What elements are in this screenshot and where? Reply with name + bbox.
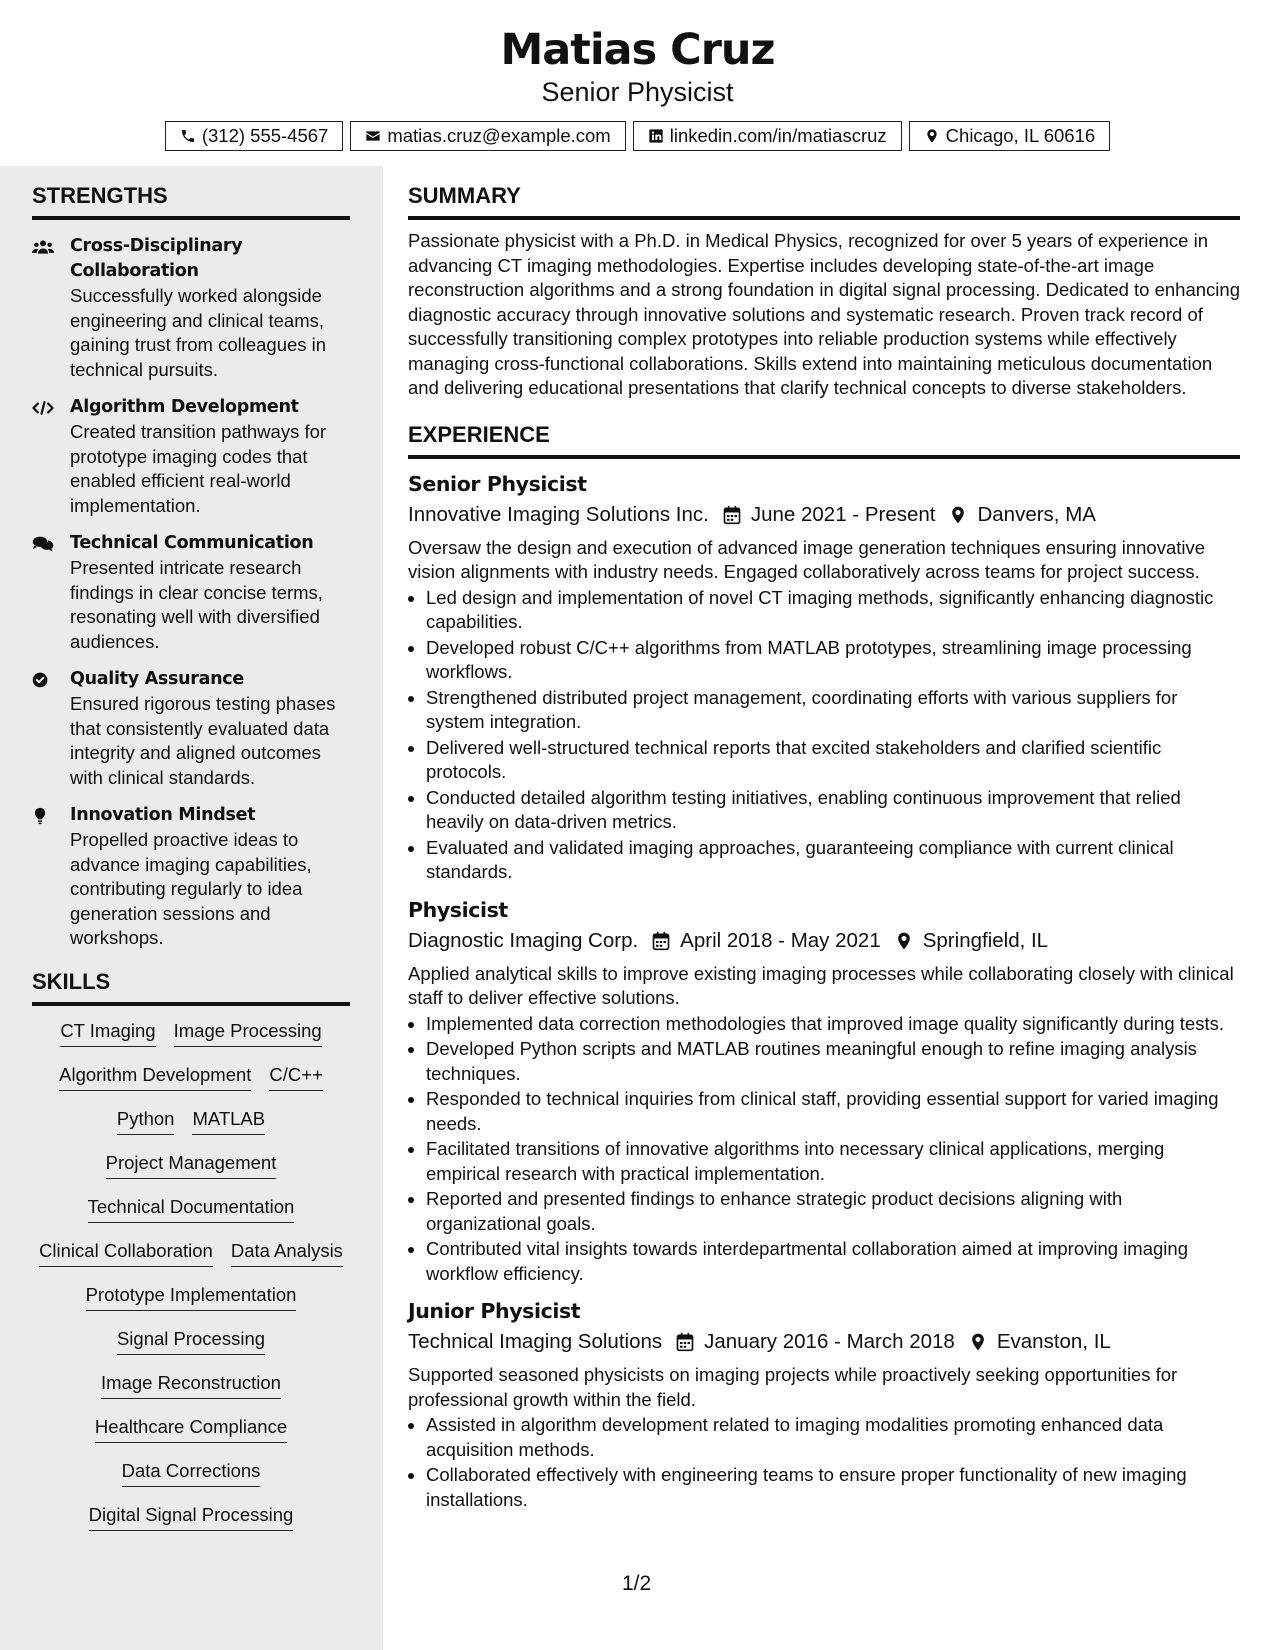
job-entry (408, 895, 1240, 1287)
strength-title: Technical Communication (70, 533, 314, 553)
job-meta (408, 1327, 1240, 1357)
job-bullet: • Evaluated and validated imaging approaches, guaranteeing compliance with current clinical standards. (426, 836, 1240, 885)
job-company: Diagnostic Imaging Corp. (408, 928, 639, 952)
job-bullet: • Facilitated transitions of innovative algorithms into necessary clinical applications, merging empirical research with practical implementation. (426, 1137, 1240, 1186)
strength-desc: Created transition pathways for prototype imaging codes that enabled efficient real-world implementation. (70, 421, 327, 516)
strength-item (32, 803, 352, 951)
job-company: Technical Imaging Solutions (408, 1330, 663, 1353)
skill-tag: Signal Processing (117, 1326, 265, 1355)
skill-tag: Project Management (106, 1150, 277, 1179)
job-bullet: • Conducted detailed algorithm testing initiatives, enabling continuous improvement that relied heavily on data-driven metrics. (426, 786, 1240, 835)
calendar-icon (722, 505, 742, 525)
strength-desc: Successfully worked alongside engineering and clinical teams, gaining trust from colleagues in technical pursuits. (70, 285, 327, 380)
summary-text: Passionate physicist with a Ph.D. in Medical Physics, recognized for over 5 years of experience in advancing CT imaging methodologies. Expertise includes developing state-of-the-art image reconstruction algorithms and a strong foundation in digital signal processing. Dedicated to enhancing diagnostic accuracy through innovative solutions and systematic research. Proven track record of successfully transitioning complex prototypes into reliable production systems while effectively managing cross-functional collaborations. Skills extend into maintaining meticulous documentation and delivering educational presentations that clarify technical concepts to diverse stakeholders. (408, 230, 1240, 398)
contact-linkedin-text: linkedin.com/in/matiascruz (669, 125, 887, 146)
contact-location[interactable] (909, 121, 1110, 151)
job-bullet: • Delivered well-structured technical reports that excited stakeholders and clarified scientific protocols. (426, 736, 1240, 785)
job-entry (408, 469, 1240, 885)
strength-item (32, 531, 352, 654)
skill-tag: Image Reconstruction (101, 1370, 281, 1399)
skill-tag: Digital Signal Processing (89, 1502, 294, 1531)
job-bullet: • Developed Python scripts and MATLAB routines meaningful enough to refine imaging analysis techniques. (426, 1037, 1240, 1086)
envelope-icon (365, 128, 381, 144)
job-meta (408, 926, 1240, 956)
job-meta (408, 500, 1240, 530)
experience-heading: EXPERIENCE (408, 421, 1240, 459)
skill-tag: Data Analysis (231, 1238, 343, 1267)
job-bullet: • Developed robust C/C++ algorithms from MATLAB prototypes, streamlining image processing workflows. (426, 636, 1240, 685)
skill-tag: Healthcare Compliance (95, 1414, 287, 1443)
contact-phone-text: (312) 555-4567 (201, 125, 329, 146)
strengths-heading: STRENGTHS (32, 182, 350, 220)
strength-title: Algorithm Development (70, 397, 299, 417)
page-number: 1/2 (622, 1572, 652, 1595)
calendar-icon (651, 931, 671, 951)
strength-item (32, 667, 352, 790)
job-bullet: • Led design and implementation of novel CT imaging methods, significantly enhancing diagnostic capabilities. (426, 586, 1240, 635)
strength-item (32, 234, 352, 382)
skill-tag: Python (117, 1106, 175, 1135)
job-bullets (408, 1012, 1240, 1287)
linkedin-icon (648, 128, 664, 144)
job-location: Evanston, IL (996, 1330, 1111, 1353)
job-entry (408, 1296, 1240, 1512)
skill-tag: Clinical Collaboration (39, 1238, 213, 1267)
job-bullet: • Strengthened distributed project management, coordinating efforts with various suppliers for system integration. (426, 686, 1240, 735)
contact-email[interactable] (350, 121, 625, 151)
skill-tag: Algorithm Development (59, 1062, 251, 1091)
job-bullets (408, 1413, 1240, 1512)
location-pin-icon (894, 931, 914, 951)
job-bullet: • Reported and presented findings to enhance strategic product decisions aligning with organizational goals. (426, 1187, 1240, 1236)
location-pin-icon (968, 1332, 988, 1352)
skill-tag: Data Corrections (122, 1458, 261, 1487)
candidate-role: Senior Physicist (541, 77, 734, 107)
strength-title: Cross-Disciplinary Collaboration (70, 236, 243, 281)
strength-desc: Propelled proactive ideas to advance imaging capabilities, contributing regularly to idea generation sessions and workshops. (70, 829, 312, 948)
strength-title: Quality Assurance (70, 669, 244, 689)
job-title: Senior Physicist (408, 471, 587, 496)
strength-item (32, 395, 352, 518)
strengths-list (32, 234, 352, 951)
job-location: Danvers, MA (977, 502, 1096, 526)
job-bullet: • Collaborated effectively with engineering teams to ensure proper functionality of new imaging installations. (426, 1463, 1240, 1512)
job-bullet: • Contributed vital insights towards interdepartmental collaboration aimed at improving imaging workflow efficiency. (426, 1237, 1240, 1286)
contact-phone[interactable] (165, 121, 344, 151)
job-title: Physicist (408, 897, 508, 922)
job-bullets (408, 586, 1240, 885)
skills-list (32, 1006, 350, 1546)
resume-header (0, 0, 1275, 166)
job-description: Oversaw the design and execution of advanced image generation techniques ensuring innovative vision alignments with industry needs. Engaged collaboratively across teams for project success. (408, 536, 1206, 582)
strength-title: Innovation Mindset (70, 805, 256, 825)
skill-tag: Image Processing (174, 1018, 322, 1047)
calendar-icon (675, 1332, 695, 1352)
skill-tag: Technical Documentation (88, 1194, 295, 1223)
people-group-icon (32, 238, 54, 256)
location-pin-icon (948, 505, 968, 525)
sidebar (0, 166, 383, 1650)
job-description: Supported seasoned physicists on imaging projects while proactively seeking opportunities for professional growth within the field. (408, 1364, 1178, 1410)
chat-bubbles-icon (32, 535, 54, 553)
candidate-name: Matias Cruz (500, 25, 775, 75)
location-pin-icon (924, 128, 940, 144)
contact-linkedin[interactable] (633, 121, 902, 151)
check-circle-icon (32, 671, 54, 689)
job-dates: April 2018 - May 2021 (680, 928, 881, 952)
job-bullet: • Responded to technical inquiries from clinical staff, providing essential support for varied imaging needs. (426, 1087, 1240, 1136)
skills-heading: SKILLS (32, 968, 350, 1006)
code-icon (32, 399, 54, 417)
contact-bar (0, 121, 1275, 151)
strength-desc: Ensured rigorous testing phases that consistently evaluated data integrity and aligned outcomes with clinical standards. (70, 693, 336, 788)
job-location: Springfield, IL (922, 928, 1049, 952)
lightbulb-icon (32, 807, 54, 825)
job-bullet: • Assisted in algorithm development related to imaging modalities promoting enhanced data acquisition methods. (426, 1413, 1240, 1462)
job-title: Junior Physicist (408, 1299, 581, 1323)
job-company: Innovative Imaging Solutions Inc. (408, 502, 709, 526)
skill-tag: CT Imaging (60, 1018, 155, 1047)
skill-tag: MATLAB (192, 1106, 265, 1135)
skill-tag: Prototype Implementation (86, 1282, 297, 1311)
phone-icon (180, 128, 196, 144)
summary-heading: SUMMARY (408, 182, 1240, 220)
main-column (408, 166, 1240, 1513)
job-dates: January 2016 - March 2018 (704, 1330, 955, 1353)
contact-location-text: Chicago, IL 60616 (945, 125, 1096, 146)
contact-email-text: matias.cruz@example.com (387, 125, 611, 146)
job-dates: June 2021 - Present (750, 502, 936, 526)
job-description: Applied analytical skills to improve existing imaging processes while collaborating closely with clinical staff to deliver effective solutions. (408, 962, 1234, 1008)
skill-tag: C/C++ (269, 1062, 322, 1091)
strength-desc: Presented intricate research findings in clear concise terms, resonating well with diversified audiences. (70, 557, 323, 652)
job-bullet: • Implemented data correction methodologies that improved image quality significantly during tests. (426, 1012, 1240, 1037)
